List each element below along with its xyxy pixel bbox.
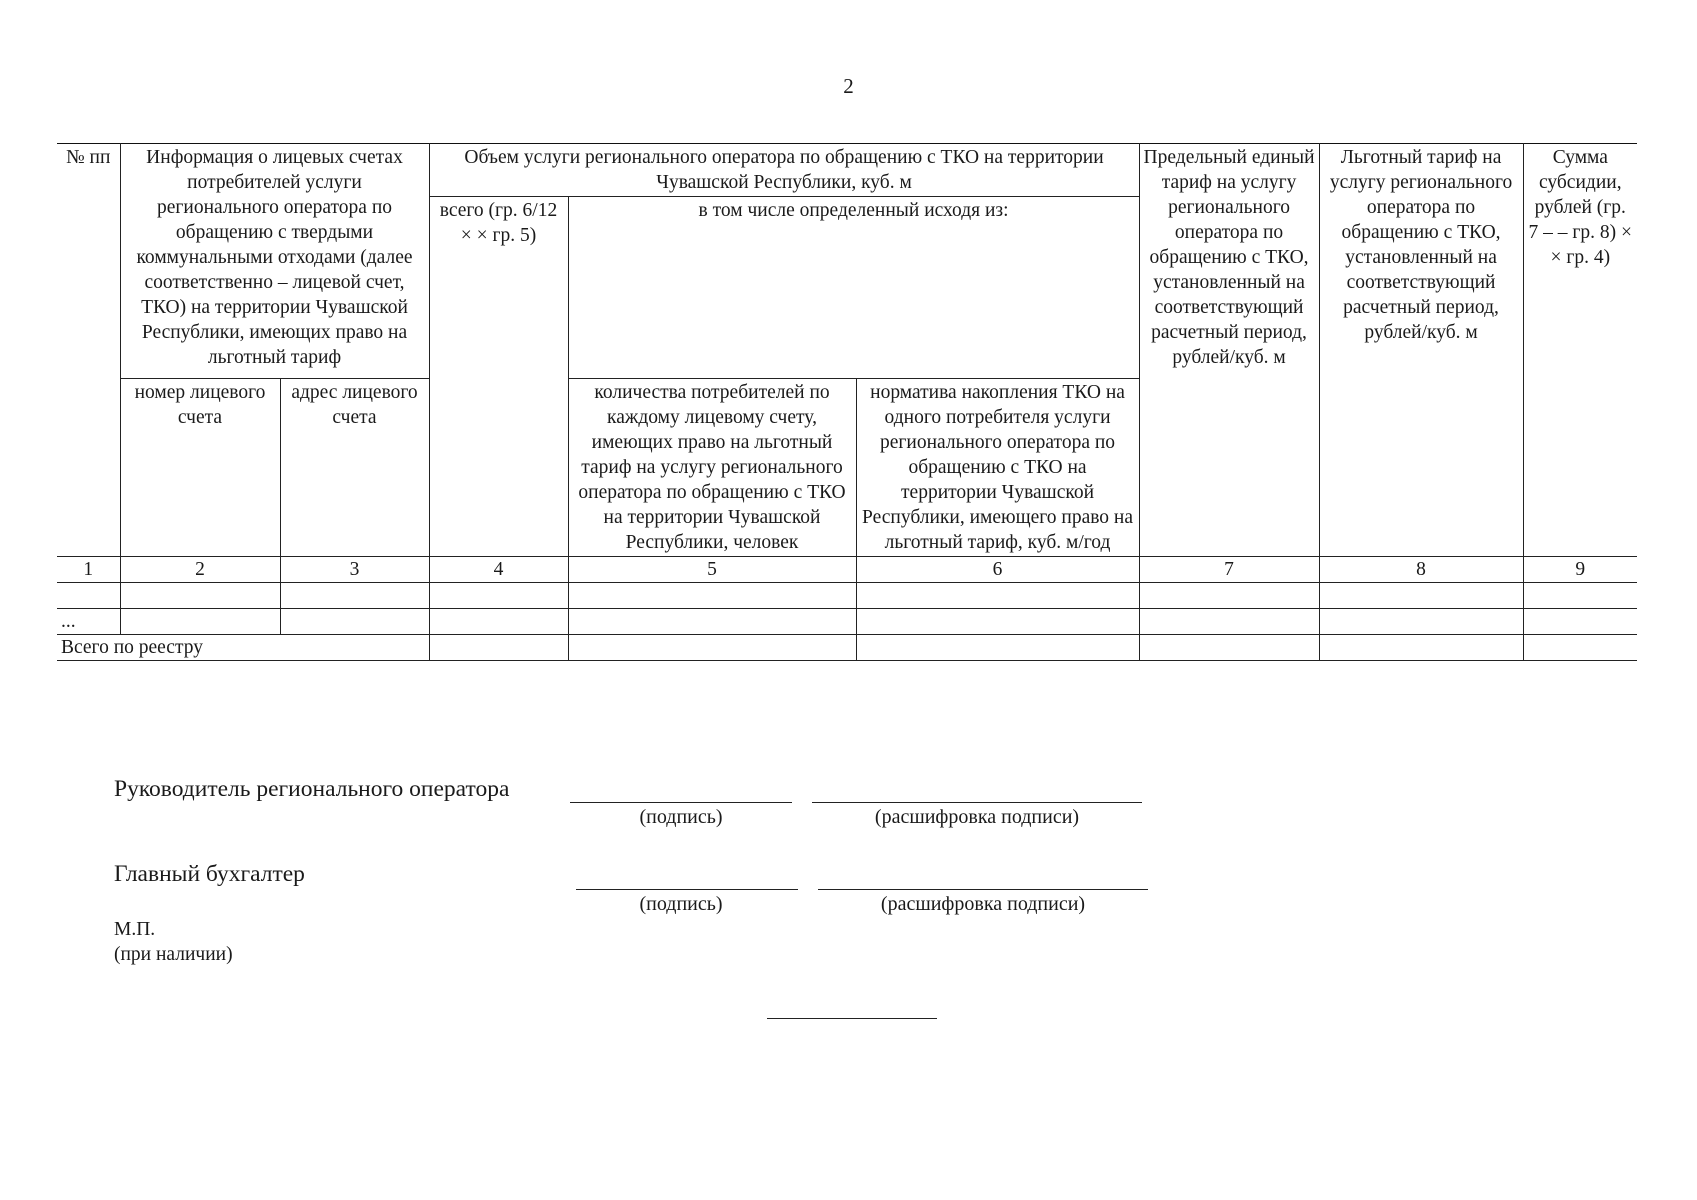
table-cell <box>568 635 856 661</box>
column-number: 5 <box>568 557 856 583</box>
column-number: 8 <box>1319 557 1523 583</box>
page-number: 2 <box>843 74 854 98</box>
registry-table <box>57 143 1637 661</box>
header-account-address: адрес лицевого счета <box>280 379 429 557</box>
table-cell <box>280 609 429 635</box>
table-cell <box>1523 583 1637 609</box>
accountant-signature-line <box>576 889 798 890</box>
ellipsis-cell: ... <box>57 609 120 635</box>
column-number: 4 <box>429 557 568 583</box>
header-account-number: номер лицевого счета <box>120 379 280 557</box>
accountant-signatory-label: Главный бухгалтер <box>114 861 305 887</box>
column-number: 3 <box>280 557 429 583</box>
header-col-number: № пп <box>57 144 120 557</box>
table-cell <box>1319 609 1523 635</box>
head-decoding-line <box>812 802 1142 803</box>
header-volume-group: Объем услуги регионального оператора по обращению с ТКО на территории Чувашской Республики, куб. м <box>429 144 1139 197</box>
header-including-group: в том числе определенный исходя из: <box>568 197 1139 379</box>
header-accumulation-norm: норматива накопления ТКО на одного потребителя услуги регионального оператора по обращению с ТКО на территории Чувашской Республики, имеющего право на льготный тариф, куб. м/год <box>856 379 1139 557</box>
total-row <box>57 635 1637 661</box>
head-signature-line <box>570 802 792 803</box>
accountant-signature-caption: (подпись) <box>639 893 723 915</box>
table-cell <box>856 635 1139 661</box>
table-cell <box>120 583 280 609</box>
table-cell <box>568 583 856 609</box>
head-signatory-label: Руководитель регионального оператора <box>114 776 510 802</box>
header-max-tariff: Предельный единый тариф на услугу регионального оператора по обращению с ТКО, установленный на соответствующий расчетный период, рублей/куб. м <box>1139 144 1319 557</box>
stamp-label: М.П. <box>114 919 156 940</box>
total-label: Всего по реестру <box>57 635 429 661</box>
header-accounts-group: Информация о лицевых счетах потребителей услуги регионального оператора по обращению с твердыми коммунальными отходами (далее соответственно – лицевой счет, ТКО) на территории Чувашской Республики, имеющих право на льготный тариф <box>120 144 429 379</box>
header-row-1 <box>57 144 1637 197</box>
end-divider <box>767 1018 937 1019</box>
table-cell <box>429 635 568 661</box>
column-number: 1 <box>57 557 120 583</box>
column-number: 6 <box>856 557 1139 583</box>
table-cell <box>1139 635 1319 661</box>
column-number: 7 <box>1139 557 1319 583</box>
stamp-note: (при наличии) <box>114 944 233 965</box>
table-cell <box>429 583 568 609</box>
table-cell <box>57 583 120 609</box>
accountant-decoding-line <box>818 889 1148 890</box>
column-number: 2 <box>120 557 280 583</box>
table-cell <box>1319 635 1523 661</box>
header-subsidy-amount: Сумма субсидии, рублей (гр. 7 – – гр. 8) × × гр. 4) <box>1523 144 1637 557</box>
table-cell <box>856 609 1139 635</box>
table-row <box>57 583 1637 609</box>
table-cell <box>1139 609 1319 635</box>
head-signature-caption: (подпись) <box>639 806 723 828</box>
header-consumer-count: количества потребителей по каждому лицевому счету, имеющих право на льготный тариф на услугу регионального оператора по обращению с ТКО на территории Чувашской Республики, человек <box>568 379 856 557</box>
column-number: 9 <box>1523 557 1637 583</box>
table-cell <box>1139 583 1319 609</box>
head-decoding-caption: (расшифровка подписи) <box>874 806 1080 828</box>
table-cell <box>1523 635 1637 661</box>
table-cell <box>1523 609 1637 635</box>
column-numbers-row <box>57 557 1637 583</box>
table-row <box>57 609 1637 635</box>
table-cell <box>568 609 856 635</box>
table-cell <box>429 609 568 635</box>
header-preferential-tariff: Льготный тариф на услугу регионального оператора по обращению с ТКО, установленный на соответствующий расчетный период, рублей/куб. м <box>1319 144 1523 557</box>
header-volume-total: всего (гр. 6/12 × × гр. 5) <box>429 197 568 557</box>
table-cell <box>1319 583 1523 609</box>
table-cell <box>856 583 1139 609</box>
table-cell <box>280 583 429 609</box>
accountant-decoding-caption: (расшифровка подписи) <box>880 893 1086 915</box>
table-cell <box>120 609 280 635</box>
